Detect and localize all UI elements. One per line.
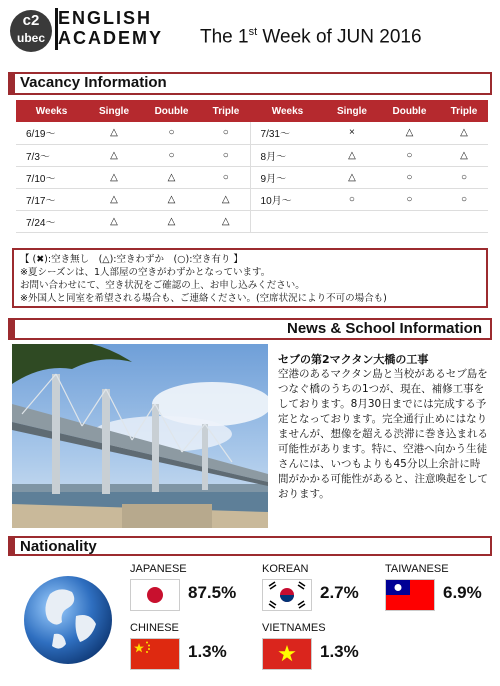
china-flag-icon — [130, 638, 180, 670]
availability-cell — [379, 210, 440, 232]
logo-line-2: ACADEMY — [58, 28, 164, 48]
nat-name: KOREAN — [262, 563, 309, 575]
news-body: 空港のあるマクタン島と当校があるセブ島をつなぐ橋のうちの1つが、現在、補修工事をしております。8月30日までには完成する予定となっております。完全通行止めにはなりませんが、想像を超える渋滞に巻き込まれる可能性があります。特に、空港へ向かう生徒さんには、いつもよりも45分以上余計に時間がかかる可能性があると、注意喚起をしております。 — [278, 368, 488, 500]
availability-cell: △ — [440, 122, 488, 144]
availability-cell: △ — [202, 210, 250, 232]
availability-cell: △ — [202, 188, 250, 210]
availability-cell: ○ — [141, 144, 202, 166]
week-cell: 6/19～ — [16, 122, 87, 144]
availability-cell: ○ — [141, 122, 202, 144]
week-cell: 10月～ — [250, 188, 325, 210]
news-headline: セブの第2マクタン大橋の工事 — [278, 353, 429, 366]
title-pre: The 1 — [200, 26, 249, 48]
vacancy-table — [16, 100, 488, 233]
nat-name: JAPANESE — [130, 563, 187, 575]
notes-legend: 【 (✖):空き無し (△):空きわずか (○):空き有り 】 — [20, 254, 243, 265]
availability-cell: △ — [141, 210, 202, 232]
availability-cell: ○ — [379, 188, 440, 210]
notes-line-3: お問い合わせにて、空き状況をご確認の上、お申し込みください。 — [20, 280, 305, 291]
korea-flag-icon — [262, 579, 312, 611]
availability-cell: ○ — [202, 122, 250, 144]
nationality-taiwanese — [385, 563, 495, 613]
page-title — [200, 26, 422, 48]
week-cell: 7/24～ — [16, 210, 87, 232]
availability-cell: △ — [141, 188, 202, 210]
nationality-japanese — [130, 563, 260, 613]
availability-cell: × — [325, 122, 379, 144]
week-cell — [250, 210, 325, 232]
nat-name: VIETNAMES — [262, 622, 326, 634]
nationality-vietnamese — [262, 622, 392, 672]
logo-bottom-text: ubec — [16, 31, 45, 45]
availability-cell: △ — [87, 144, 141, 166]
nationality-korean — [262, 563, 372, 613]
vacancy-col-header: Triple — [202, 100, 250, 122]
availability-cell: △ — [141, 166, 202, 188]
week-cell: 7/10～ — [16, 166, 87, 188]
availability-cell: △ — [87, 188, 141, 210]
availability-cell: ○ — [202, 166, 250, 188]
vacancy-header-row — [16, 100, 488, 122]
vacancy-col-header: Double — [379, 100, 440, 122]
availability-cell: ○ — [440, 166, 488, 188]
nat-name: TAIWANESE — [385, 563, 449, 575]
table-row — [16, 122, 488, 144]
vacancy-col-header: Double — [141, 100, 202, 122]
logo-badge — [10, 10, 52, 52]
vacancy-notes — [12, 248, 488, 308]
availability-cell — [440, 210, 488, 232]
week-cell: 7/17～ — [16, 188, 87, 210]
vacancy-col-header: Single — [325, 100, 379, 122]
nat-percent: 2.7% — [320, 583, 359, 602]
vietnam-flag-icon — [262, 638, 312, 670]
nat-percent: 87.5% — [188, 583, 237, 602]
availability-cell: ○ — [202, 144, 250, 166]
taiwan-flag-icon — [385, 579, 435, 611]
logo-wordmark — [58, 8, 163, 48]
table-row — [16, 166, 488, 188]
page-header — [0, 0, 500, 62]
vacancy-col-header: Weeks — [250, 100, 325, 122]
availability-cell: △ — [325, 166, 379, 188]
globe-icon — [20, 572, 116, 668]
availability-cell: △ — [87, 210, 141, 232]
japan-flag-icon — [130, 579, 180, 611]
nat-percent: 1.3% — [320, 642, 359, 661]
vacancy-col-header: Weeks — [16, 100, 87, 122]
notes-line-4: ※外国人と同室を希望される場合も、ご連絡ください。(空席状況により不可の場合も) — [20, 293, 387, 304]
week-cell: 9月～ — [250, 166, 325, 188]
table-row — [16, 210, 488, 232]
availability-cell: △ — [87, 122, 141, 144]
availability-cell: △ — [87, 166, 141, 188]
nat-percent: 6.9% — [443, 583, 482, 602]
nat-name: CHINESE — [130, 622, 179, 634]
logo-line-1: ENGLISH — [58, 8, 153, 28]
table-row — [16, 188, 488, 210]
nationality-section-title: Nationality — [8, 536, 492, 556]
news-section-title: News & School Information — [8, 318, 492, 340]
week-cell: 8月～ — [250, 144, 325, 166]
week-cell: 7/3～ — [16, 144, 87, 166]
table-row — [16, 144, 488, 166]
week-cell: 7/31～ — [250, 122, 325, 144]
vacancy-section-title: Vacancy Information — [8, 72, 492, 95]
availability-cell: △ — [325, 144, 379, 166]
availability-cell: ○ — [325, 188, 379, 210]
availability-cell: ○ — [440, 188, 488, 210]
title-sup: st — [248, 26, 258, 38]
logo-top-text: c2 — [22, 12, 40, 29]
news-article — [278, 352, 490, 502]
nat-percent: 1.3% — [188, 642, 227, 661]
title-post: Week of JUN 2016 — [257, 26, 422, 48]
availability-cell: ○ — [379, 144, 440, 166]
notes-line-2: ※夏シーズンは、1人部屋の空きがわずかとなっています。 — [20, 267, 271, 278]
vacancy-table-body — [16, 122, 488, 232]
bridge-photo — [12, 344, 268, 528]
vacancy-col-header: Single — [87, 100, 141, 122]
availability-cell: △ — [440, 144, 488, 166]
availability-cell: ○ — [379, 166, 440, 188]
availability-cell — [325, 210, 379, 232]
nationality-chinese — [130, 622, 260, 672]
availability-cell: △ — [379, 122, 440, 144]
vacancy-col-header: Triple — [440, 100, 488, 122]
